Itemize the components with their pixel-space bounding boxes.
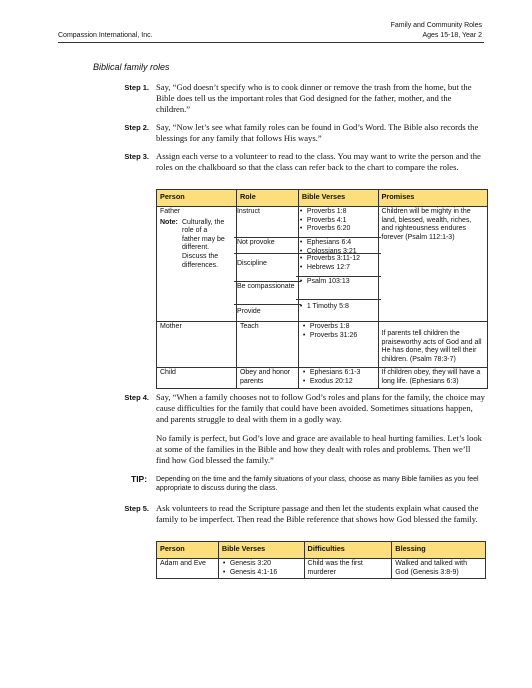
step-3-label: Step 3. (124, 152, 149, 161)
verse-group (296, 300, 381, 316)
verse-item: • Exodus 20:12 (302, 378, 375, 387)
father-role: Be compassionate (234, 282, 301, 305)
step-4-text: Say, “When a family chooses not to follow God’s roles and plans for the family, the choice may cause difficulties for the family that could have been avoided. Sometimes situations happen, and parents struggle to deal with them in a godly way. (156, 392, 485, 424)
roles-header-role: Role (236, 190, 298, 207)
verse-group (296, 207, 381, 238)
table-row (157, 322, 488, 368)
mother-verses-cell (298, 322, 378, 368)
note-text: Culturally, the role of a father may be different. Discuss the differences. (182, 218, 225, 269)
verse-group (296, 254, 381, 277)
step-5-text: Ask volunteers to read the Scripture passage and then let the students explain what caused the family to be imperfect. Then read the Bible reference that shows how God blessed the family. (156, 503, 479, 524)
verse-item: • Psalm 103:13 (299, 278, 378, 287)
verse-item: • Ephesians 6:1-3 (302, 369, 375, 378)
note-label: Note: (160, 218, 178, 226)
verse-item: • Ephesians 6:4 (299, 239, 378, 248)
section-title: Biblical family roles (93, 62, 170, 72)
families-header-verses: Bible Verses (218, 542, 304, 559)
verse-item: • Genesis 3:20 (222, 560, 301, 569)
mother-role-cell: Teach (236, 322, 298, 368)
father-role: Instruct (234, 207, 301, 238)
verse-item: • Genesis 4:1-16 (222, 569, 301, 578)
father-label: Father (160, 208, 181, 215)
verse-group (296, 238, 381, 254)
child-role-cell: Obey and honor parents (236, 368, 298, 388)
mother-promise-cell: If parents tell children the praiseworthy acts of God and all He has done, they will tell their children. (Psalm 78:3-7) (378, 322, 487, 368)
step-2-text: Say, “Now let’s see what family roles can be found in God’s Word. The Bible also records the blessings for any family that follows His ways.” (156, 122, 479, 143)
child-person-cell: Child (157, 368, 237, 388)
verse-group (296, 277, 381, 300)
father-note (160, 219, 233, 271)
child-promise-cell: If children obey, they will have a long life. (Ephesians 6:3) (378, 368, 487, 388)
father-roles-cell (236, 207, 298, 322)
roles-header-verses: Bible Verses (298, 190, 378, 207)
verse-item: • Colossians 3:21 (299, 248, 378, 257)
family-person-cell: Adam and Eve (157, 559, 219, 579)
step-5-label: Step 5. (124, 504, 149, 513)
roles-header-promises: Promises (378, 190, 487, 207)
families-header-blessing: Blessing (392, 542, 486, 559)
father-role: Provide (236, 308, 261, 315)
verse-item: • Proverbs 31:26 (302, 332, 375, 341)
step-3-text: Assign each verse to a volunteer to read to the class. You may want to write the person and the roles on the chalkboard so that the class can refer back to the chart to compare the roles. (156, 151, 481, 172)
verse-item: • Proverbs 1:8 (299, 208, 378, 217)
verse-item: • Hebrews 12:7 (299, 264, 378, 273)
family-blessing-cell: Walked and talked with God (Genesis 3:8-9) (392, 559, 486, 579)
verse-item: • Proverbs 3:11-12 (299, 255, 378, 264)
roles-table (156, 189, 488, 389)
father-person-cell (157, 207, 237, 322)
step-2-label: Step 2. (124, 123, 149, 132)
families-header-person: Person (157, 542, 219, 559)
step-4-text-2: No family is perfect, but God’s love and grace are available to heal hurting families. Let’s look at some of the families in the Bible and how they dealt with roles and problems. Then we’ll find how God blessed the family.” (156, 433, 482, 465)
verse-item: • Proverbs 1:8 (302, 323, 375, 332)
families-header-difficulties: Difficulties (304, 542, 392, 559)
families-table (156, 541, 486, 579)
roles-header-person: Person (157, 190, 237, 207)
header-right (391, 21, 482, 41)
step-1-text: Say, “God doesn’t specify who is to cook dinner or remove the trash from the home, but the Bible does tell us the important roles that God designed for the father, mother, and the children.” (156, 82, 472, 114)
header-divider (58, 42, 484, 43)
verse-item: • Proverbs 4:1 (299, 217, 378, 226)
roles-table-header-row (157, 190, 488, 207)
table-row (157, 207, 488, 322)
family-difficulties-cell: Child was the first murderer (304, 559, 392, 579)
table-row (157, 368, 488, 388)
mother-person-cell: Mother (157, 322, 237, 368)
families-table-header-row (157, 542, 486, 559)
verse-item: • 1 Timothy 5:8 (299, 303, 378, 312)
step-1-label: Step 1. (124, 83, 149, 92)
child-verses-cell (298, 368, 378, 388)
header-doc-title: Family and Community Roles (390, 22, 482, 29)
tip-text: Depending on the time and the family situations of your class, choose as many Bible families as you feel appropriate to discuss during the class. (156, 476, 479, 492)
table-row (157, 559, 486, 579)
father-role: Discipline (234, 254, 301, 282)
step-4-label: Step 4. (124, 393, 149, 402)
father-verses-cell (298, 207, 378, 322)
father-promise-cell: Children will be mighty in the land, blessed, wealth, riches, and righteousness endures forever (Psalm 112:1-3) (378, 207, 487, 322)
father-role: Not provoke (234, 238, 301, 254)
header-org: Compassion International, Inc. (58, 32, 153, 39)
header-ages: Ages 15-18, Year 2 (422, 32, 482, 39)
tip-label: TIP: (131, 474, 148, 484)
verse-item: • Proverbs 6:20 (299, 225, 378, 234)
family-verses-cell (218, 559, 304, 579)
